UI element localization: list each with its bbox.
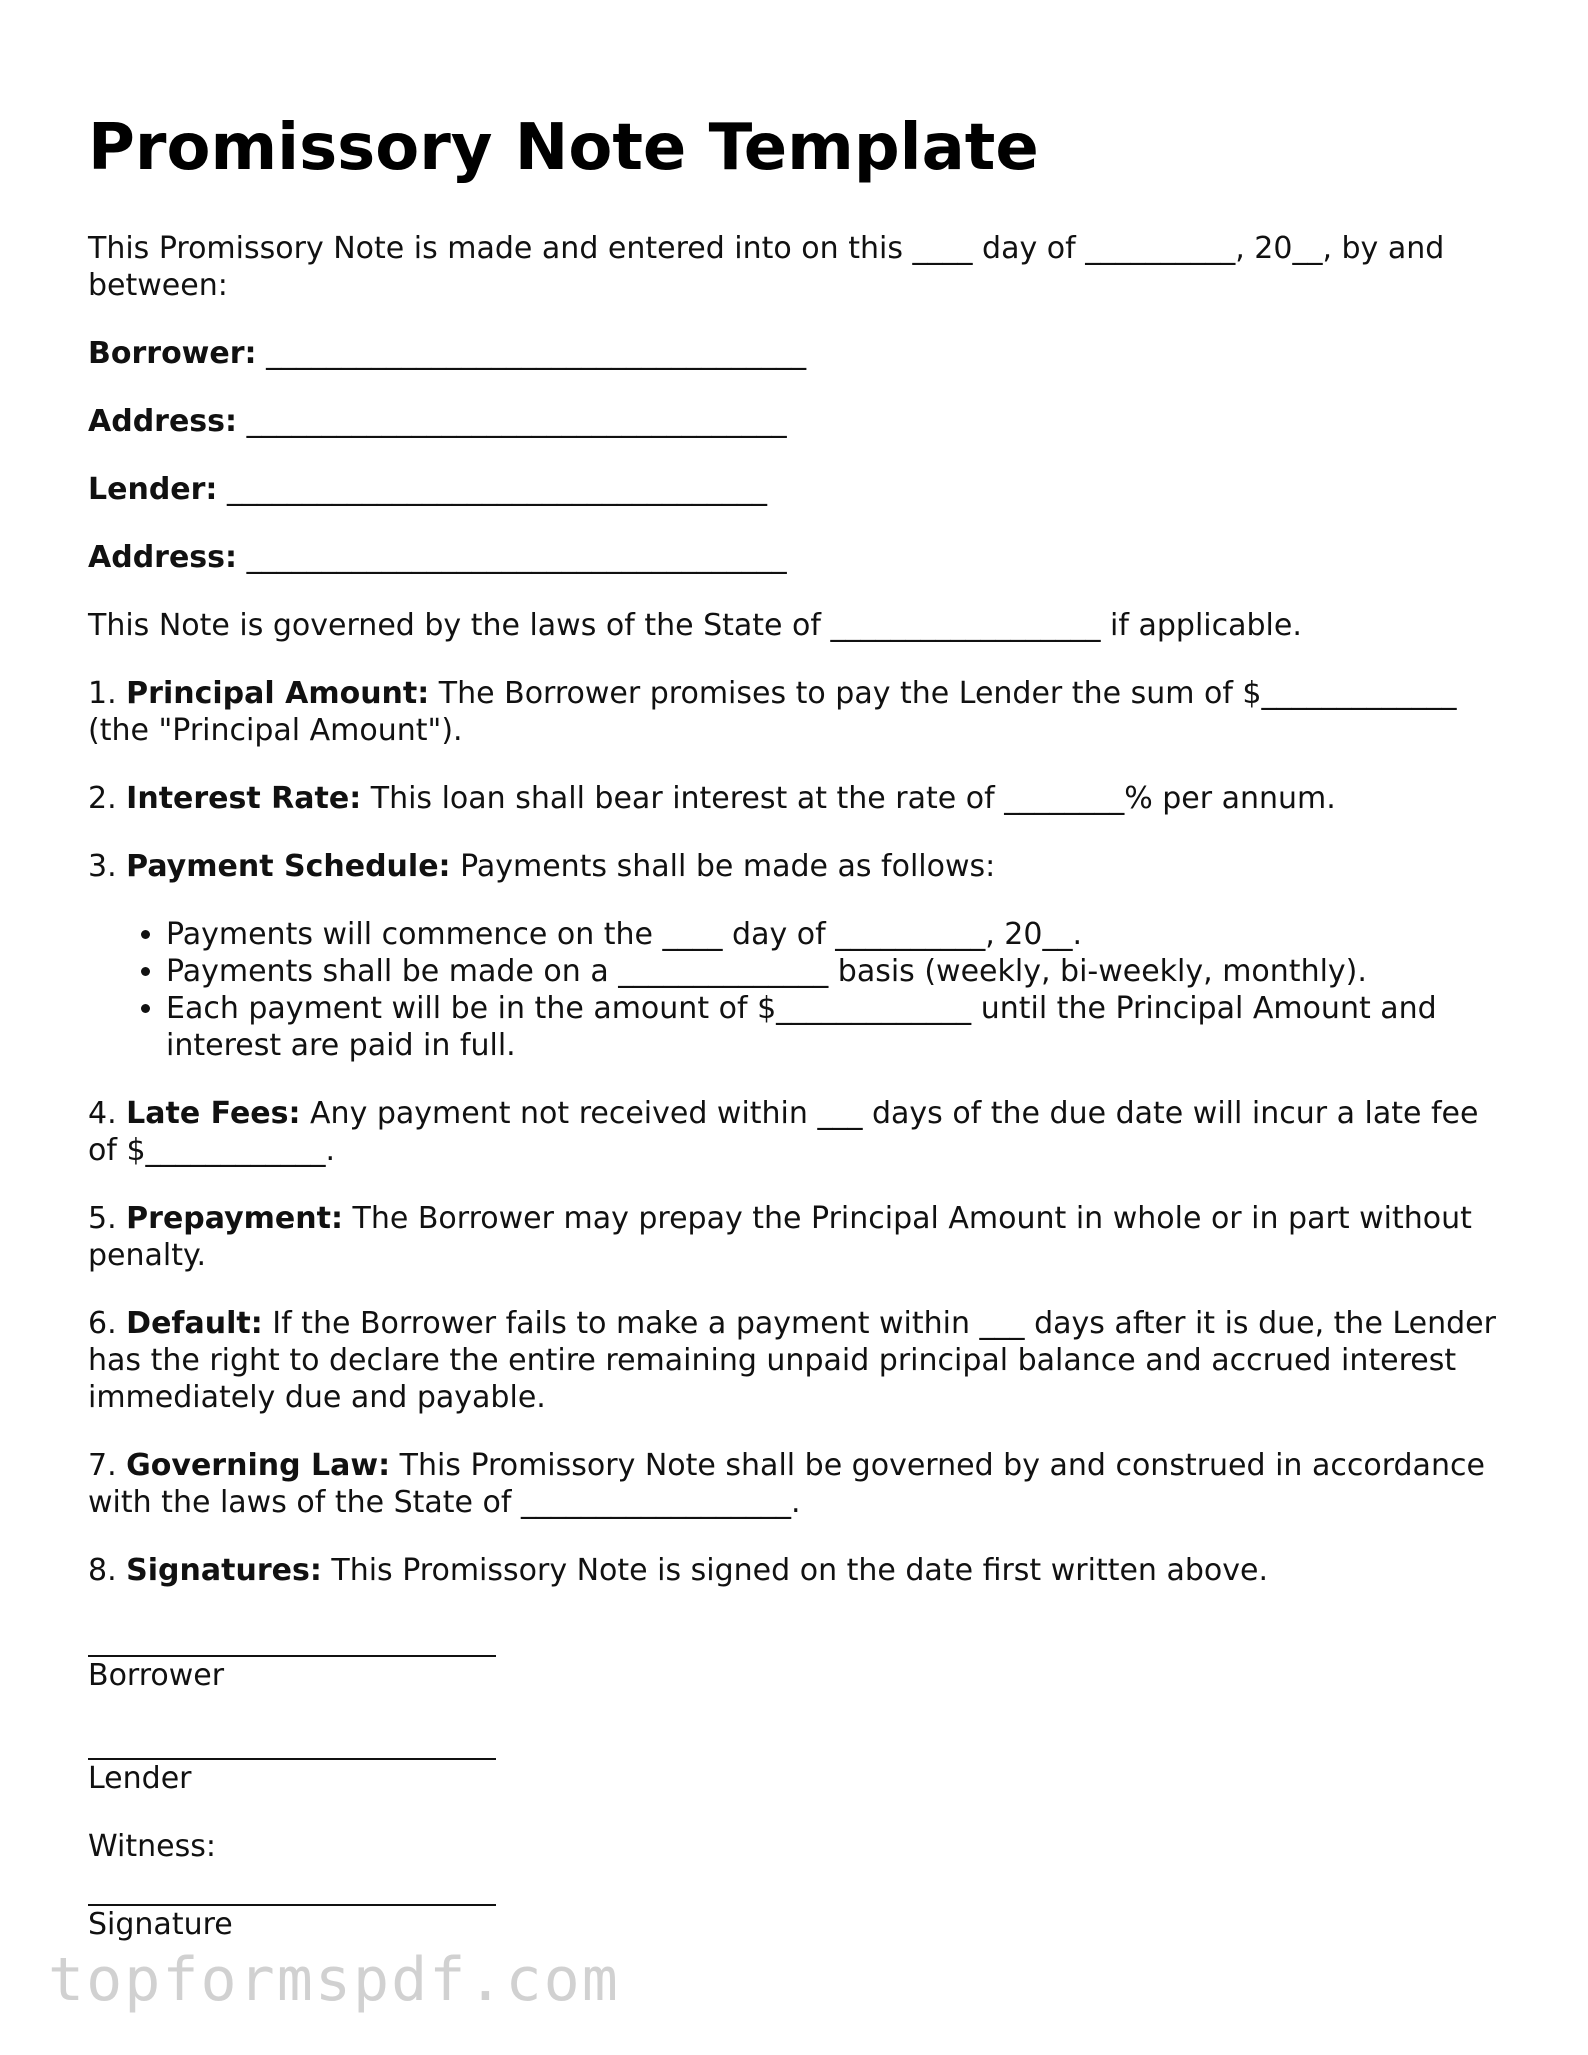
section-default — [88, 1305, 1508, 1416]
list-item: • Payments will commence on the ____ day of __________, 20__. — [166, 916, 1508, 953]
document-page — [88, 110, 1508, 1943]
payment-list — [88, 916, 1508, 1064]
section-text: This loan shall bear interest at the rate of ________% per annum. — [361, 781, 1336, 816]
borrower-signature-label: Borrower — [88, 1658, 225, 1693]
section-text: Any payment not received within ___ days of the due date will incur a late fee of $____________. — [88, 1096, 1479, 1168]
party-label: Borrower: — [88, 336, 257, 371]
section-interest — [88, 780, 1508, 817]
party-blank: ____________________________________ — [246, 404, 787, 439]
section-text: This Promissory Note is signed on the date first written above. — [321, 1553, 1269, 1588]
party-borrower — [88, 335, 1508, 372]
section-principal — [88, 675, 1508, 749]
section-text: This Promissory Note shall be governed by and construed in accordance with the laws of the State of __________________. — [88, 1448, 1485, 1520]
section-text: The Borrower may prepay the Principal Amount in whole or in part without penalty. — [88, 1201, 1472, 1273]
section-text: Payments shall be made as follows: — [450, 849, 996, 884]
party-lender-address — [88, 539, 1508, 576]
party-label: Address: — [88, 540, 238, 575]
party-blank: ____________________________________ — [246, 540, 787, 575]
witness-label: Witness: — [88, 1829, 216, 1864]
party-lender — [88, 471, 1508, 508]
section-title: Default: — [126, 1306, 263, 1341]
section-number: 2. — [88, 781, 127, 816]
party-blank: ____________________________________ — [226, 472, 767, 507]
section-title: Principal Amount: — [126, 676, 430, 711]
lender-signature-label: Lender — [88, 1761, 192, 1796]
party-label: Lender: — [88, 472, 218, 507]
list-item: • Each payment will be in the amount of $_____________ until the Principal Amount and interest are paid in full. — [166, 990, 1508, 1064]
section-title: Payment Schedule: — [126, 849, 451, 884]
section-number: 8. — [88, 1553, 127, 1588]
document-title: Promissory Note Template — [88, 111, 1039, 185]
list-item: • Payments shall be made on a ______________ basis (weekly, bi-weekly, monthly). — [166, 953, 1508, 990]
section-title: Signatures: — [126, 1553, 322, 1588]
section-number: 7. — [88, 1448, 127, 1483]
section-title: Prepayment: — [126, 1201, 343, 1236]
section-payment-schedule — [88, 848, 1508, 885]
watermark-text: topformspdf.com — [48, 1945, 620, 2015]
section-number: 4. — [88, 1096, 127, 1131]
section-title: Governing Law: — [126, 1448, 391, 1483]
party-borrower-address — [88, 403, 1508, 440]
section-title: Late Fees: — [126, 1096, 301, 1131]
witness-signature-label: Signature — [88, 1907, 233, 1942]
section-title: Interest Rate: — [126, 781, 362, 816]
section-prepayment — [88, 1200, 1508, 1274]
section-number: 6. — [88, 1306, 127, 1341]
governed-paragraph: This Note is governed by the laws of the State of __________________ if applicable. — [88, 608, 1302, 643]
section-text: The Borrower promises to pay the Lender the sum of $_____________ (the "Principal Amount"). — [88, 676, 1457, 748]
section-number: 3. — [88, 849, 127, 884]
section-number: 1. — [88, 676, 127, 711]
section-number: 5. — [88, 1201, 127, 1236]
intro-paragraph: This Promissory Note is made and entered into on this ____ day of __________, 20__, by and between: — [88, 231, 1445, 303]
party-label: Address: — [88, 404, 238, 439]
section-signatures — [88, 1552, 1508, 1589]
section-governing-law — [88, 1447, 1508, 1521]
signature-block — [88, 1655, 1508, 1943]
section-late-fees — [88, 1095, 1508, 1169]
party-blank: ____________________________________ — [266, 336, 807, 371]
section-text: If the Borrower fails to make a payment within ___ days after it is due, the Lender has the right to declare the entire remaining unpaid principal balance and accrued interest immediately due and payable. — [88, 1306, 1496, 1415]
